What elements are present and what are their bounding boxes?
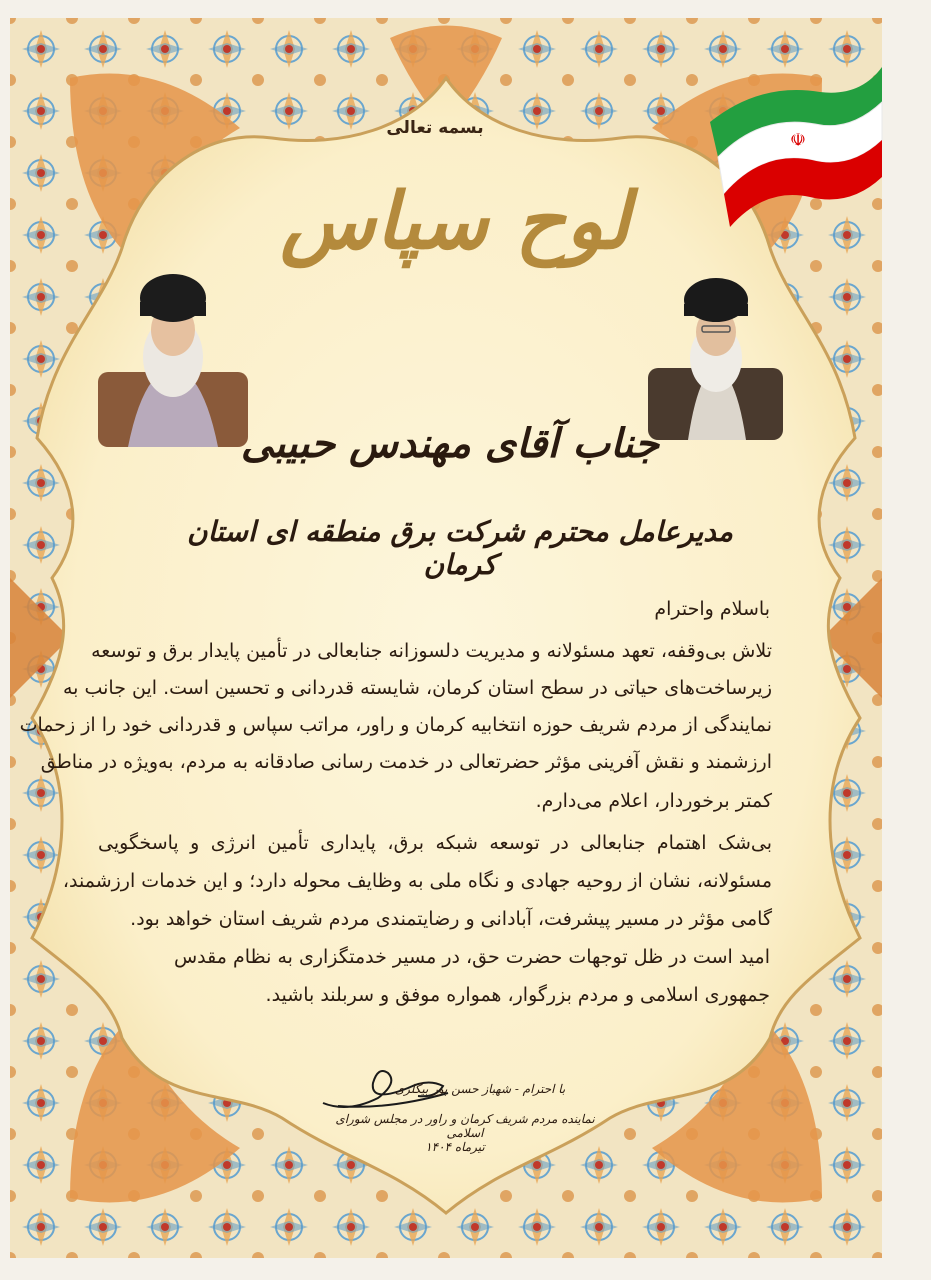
letter-line: کمتر برخوردار، اعلام می‌دارم.	[535, 790, 772, 812]
letter-line: جمهوری اسلامی و مردم بزرگوار، همواره موفق و سربلند باشید.	[265, 984, 770, 1006]
letter-line: نمایندگی از مردم شریف حوزه انتخابیه کرمان و راور، مراتب سپاس و قدردانی خود را از زحمات	[19, 714, 772, 736]
svg-text:☫: ☫	[789, 130, 807, 151]
letter-line: گامی مؤثر در مسیر پیشرفت، آبادانی و رضایتمندی مردم شریف استان خواهد بود.	[130, 908, 772, 930]
letter-line: زیرساخت‌های حیاتی در سطح استان کرمان، شایسته قدردانی و تحسین است. این جانب به	[62, 677, 772, 699]
signature-date: تیرماه ۱۴۰۴	[425, 1140, 485, 1154]
letter-line: ارزشمند و نقش آفرینی مؤثر حضرتعالی در خدمت رسانی صادقانه به مردم، به‌ویژه در مناطق	[40, 751, 772, 773]
iran-flag-icon	[700, 62, 885, 227]
letter-line: بی‌شک اهتمام جنابعالی در توسعه شبکه برق، پایداری تأمین انرژی و پاسخگویی	[98, 832, 772, 854]
certificate-title: لوح سپاس	[280, 176, 630, 267]
letter-line: مسئولانه، نشان از روحیه جهادی و نگاه ملی به وظایف محوله دارد؛ و این خدمات ارزشمند،	[62, 870, 772, 892]
letter-greeting: باسلام واحترام	[654, 598, 770, 620]
signature-title: نماینده مردم شریف کرمان و راور در مجلس شورای اسلامی	[335, 1112, 595, 1140]
letter-line: امید است در ظل توجهات حضرت حق، در مسیر خدمتگزاری به نظام مقدس	[173, 946, 770, 968]
signature-name: با احترام - شهباز حسن پور بیگلری	[394, 1082, 566, 1096]
recipient-name: جناب آقای مهندس حبیبی	[240, 420, 660, 467]
invocation-text: بسمه تعالی	[386, 118, 484, 138]
portrait-right	[648, 268, 783, 440]
recipient-position: مدیرعامل محترم شرکت برق منطقه ای استان کرمان	[187, 515, 733, 581]
letter-line: تلاش بی‌وقفه، تعهد مسئولانه و مدیریت دلسوزانه جنابعالی در تأمین پایدار برق و توسعه	[91, 640, 772, 662]
